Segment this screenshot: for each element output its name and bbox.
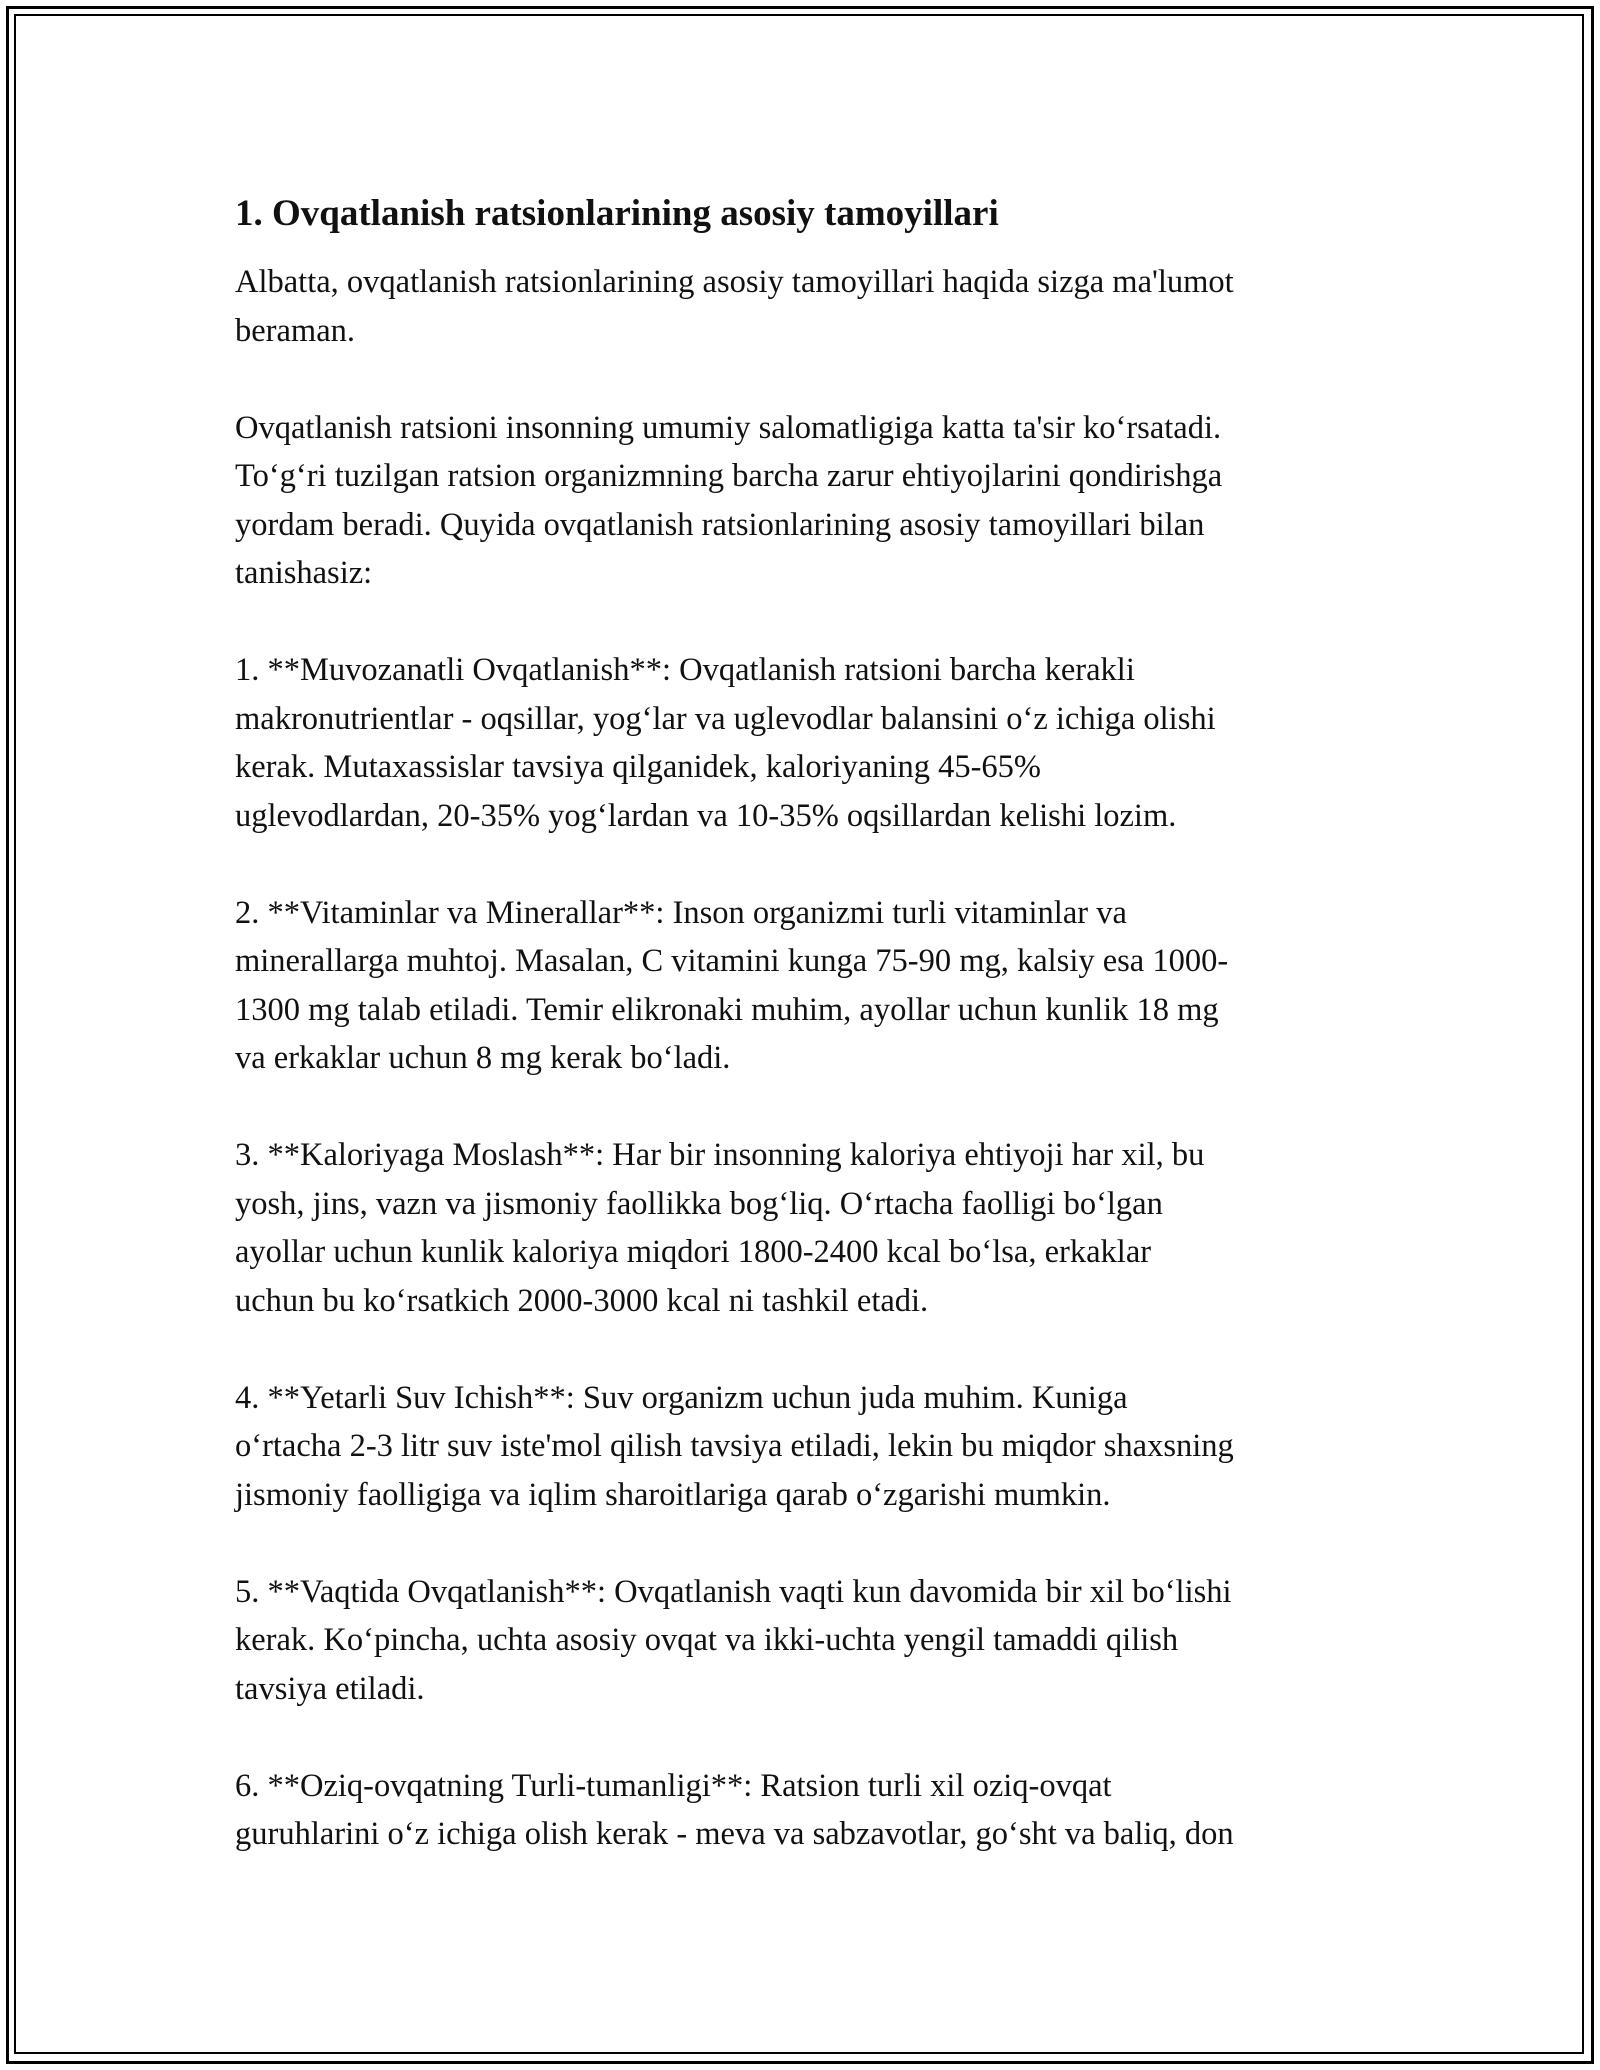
intro-paragraph: Albatta, ovqatlanish ratsionlarining asosiy tamoyillari haqida sizga ma'lumot beraman. [235, 264, 1234, 349]
document-title: 1. Ovqatlanish ratsionlarining asosiy tamoyillari [235, 193, 999, 234]
principle-4-paragraph: 4. **Yetarli Suv Ichish**: Suv organizm uchun juda muhim. Kuniga o‘rtacha 2-3 litr suv iste'mol qilish tavsiya etiladi, lekin bu miqdor shaxsning jismoniy faolligiga va iqlim sharoitlariga qarab o‘zgarishi mumkin. [235, 1379, 1234, 1513]
principle-1-paragraph: 1. **Muvozanatli Ovqatlanish**: Ovqatlanish ratsioni barcha kerakli makronutrientlar - oqsillar, yog‘lar va uglevodlar balansini o‘z ichiga olishi kerak. Mutaxassislar tavsiya qilganidek, kaloriyaning 45-65% uglevodlardan, 20-35% yog‘lardan va 10-35% oqsillardan kelishi lozim. [235, 652, 1216, 834]
overview-paragraph: Ovqatlanish ratsioni insonning umumiy salomatligiga katta ta'sir ko‘rsatadi. To‘g‘ri tuzilgan ratsion organizmning barcha zarur ehtiyojlarini qondirishga yordam beradi. Quyida ovqatlanish ratsionlarining asosiy tamoyillari bilan tanishasiz: [235, 409, 1223, 591]
principle-2-paragraph: 2. **Vitaminlar va Minerallar**: Inson organizmi turli vitaminlar va minerallarga muhtoj. Masalan, C vitamini kunga 75-90 mg, kalsiy esa 1000- 1300 mg talab etiladi. Temir elikronaki muhim, ayollar uchun kunlik 18 mg va erkaklar uchun 8 mg kerak bo‘ladi. [235, 894, 1229, 1076]
principle-3-paragraph: 3. **Kaloriyaga Moslash**: Har bir insonning kaloriya ehtiyoji har xil, bu yosh, jins, vazn va jismoniy faollikka bog‘liq. O‘rtacha faolligi bo‘lgan ayollar uchun kunlik kaloriya miqdori 1800-2400 kcal bo‘lsa, erkaklar uchun bu ko‘rsatkich 2000-3000 kcal ni tashkil etadi. [235, 1137, 1205, 1319]
principle-6-paragraph: 6. **Oziq-ovqatning Turli-tumanligi**: Ratsion turli xil oziq-ovqat guruhlarini o‘z ichiga olish kerak - meva va sabzavotlar, go‘sht va baliq, don [235, 1767, 1234, 1852]
document-body [235, 190, 1375, 1907]
principle-5-paragraph: 5. **Vaqtida Ovqatlanish**: Ovqatlanish vaqti kun davomida bir xil bo‘lishi kerak. Ko‘pincha, uchta asosiy ovqat va ikki-uchta yengil tamaddi qilish tavsiya etiladi. [235, 1573, 1232, 1707]
